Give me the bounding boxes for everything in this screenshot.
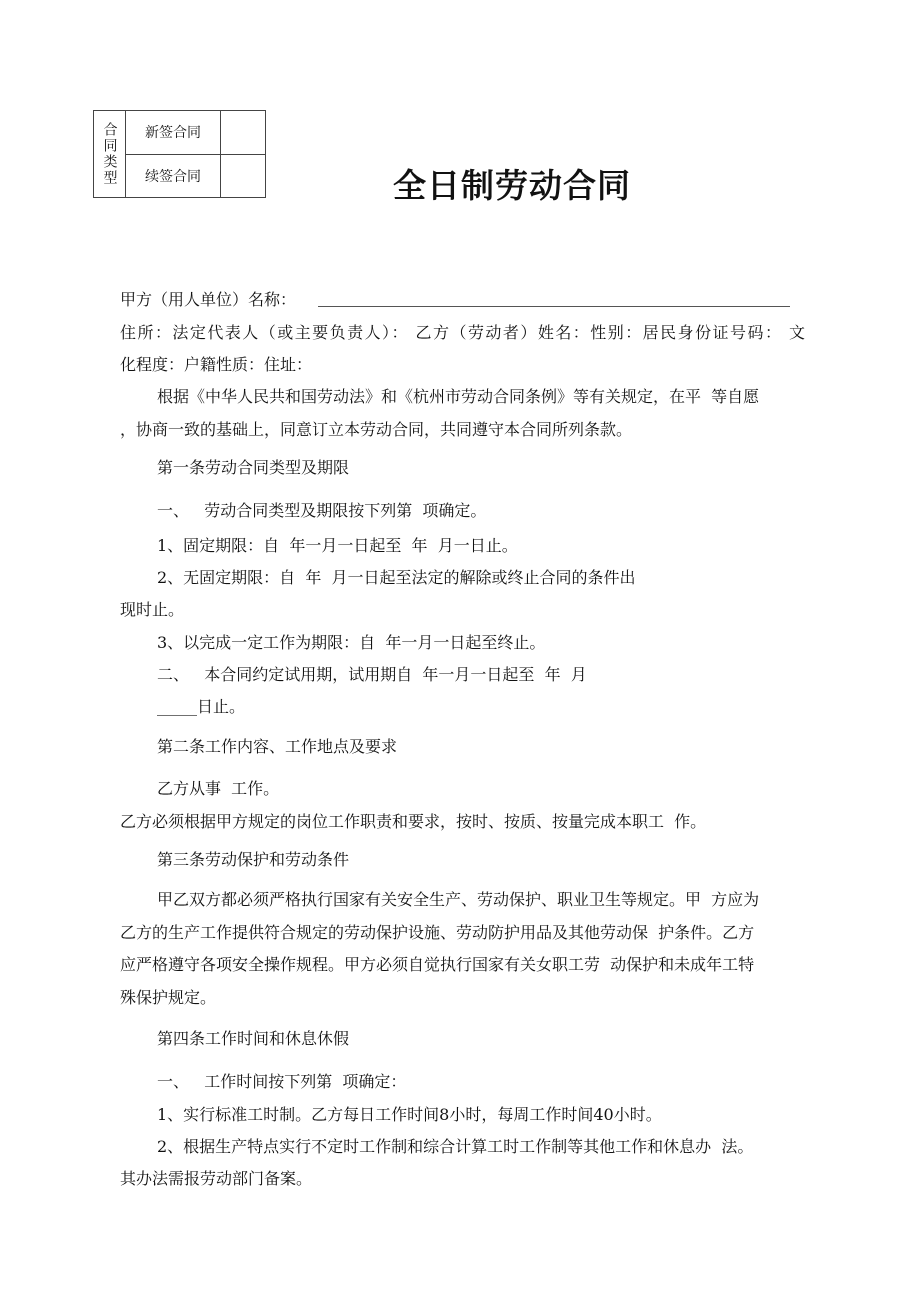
article-4-item-2-line-1: 2、根据生产特点实行不定时工作制和综合计算工时工作制等其他工作和休息办 法。 bbox=[157, 1137, 754, 1156]
party-a-name-blank[interactable] bbox=[318, 306, 790, 307]
article-2-para-1: 乙方从事 工作。 bbox=[157, 779, 280, 798]
article-3-title: 第三条劳动保护和劳动条件 bbox=[157, 850, 350, 869]
party-info-line-1: 住所：法定代表人（或主要负责人）： 乙方（劳动者）姓名：性别：居民身份证号码： 文 bbox=[120, 323, 805, 342]
article-1-clause-1: 一、 劳动合同类型及期限按下列第 项确定。 bbox=[157, 501, 487, 520]
article-1-item-3: 3、以完成一定工作为期限：自 年一月一日起至终止。 bbox=[157, 633, 546, 652]
article-1-clause-2-line-2: _____日止。 bbox=[157, 697, 246, 716]
article-1-item-2-line-1: 2、无固定期限：自 年 月一日起至法定的解除或终止合同的条件出 bbox=[157, 568, 636, 587]
preamble-line-1: 根据《中华人民共和国劳动法》和《杭州市劳动合同条例》等有关规定，在平 等自愿 bbox=[157, 387, 760, 406]
party-info-line-2: 化程度：户籍性质：住址： bbox=[120, 355, 313, 374]
article-3-line-2: 乙方的生产工作提供符合规定的劳动保护设施、劳动防护用品及其他劳动保 护条件。乙方 bbox=[120, 923, 755, 942]
article-1-item-1: 1、固定期限：自 年一月一日起至 年 月一日止。 bbox=[157, 536, 518, 555]
new-contract-checkbox[interactable] bbox=[221, 111, 266, 155]
article-4-item-2-line-2: 其办法需报劳动部门备案。 bbox=[120, 1169, 313, 1188]
article-1-clause-2-line-1: 二、 本合同约定试用期，试用期自 年一月一日起至 年 月 bbox=[157, 665, 587, 684]
page-title: 全日制劳动合同 bbox=[393, 166, 631, 205]
article-1-item-2-line-2: 现时止。 bbox=[120, 600, 185, 619]
contract-type-label: 合同类型 bbox=[94, 111, 126, 198]
new-contract-option: 新签合同 bbox=[126, 111, 221, 155]
article-2-para-2: 乙方必须根据甲方规定的岗位工作职责和要求，按时、按质、按量完成本职工 作。 bbox=[120, 812, 707, 831]
renew-contract-option: 续签合同 bbox=[126, 154, 221, 198]
article-4-item-1: 1、实行标准工时制。乙方每日工作时间8小时，每周工作时间40小时。 bbox=[157, 1105, 662, 1124]
contract-type-table bbox=[93, 110, 266, 198]
renew-contract-checkbox[interactable] bbox=[221, 154, 266, 198]
article-4-clause-1: 一、 工作时间按下列第 项确定： bbox=[157, 1072, 407, 1091]
article-2-title: 第二条工作内容、工作地点及要求 bbox=[157, 737, 398, 756]
preamble-line-2: ，协商一致的基础上，同意订立本劳动合同，共同遵守本合同所列条款。 bbox=[120, 420, 633, 439]
party-a-name-label: 甲方（用人单位）名称： bbox=[120, 290, 297, 309]
article-3-line-3: 应严格遵守各项安全操作规程。甲方必须自觉执行国家有关女职工劳 动保护和未成年工特 bbox=[120, 955, 755, 974]
article-3-line-4: 殊保护规定。 bbox=[120, 988, 217, 1007]
article-1-title: 第一条劳动合同类型及期限 bbox=[157, 458, 350, 477]
article-4-title: 第四条工作时间和休息休假 bbox=[157, 1029, 350, 1048]
article-3-line-1: 甲乙双方都必须严格执行国家有关安全生产、劳动保护、职业卫生等规定。甲 方应为 bbox=[157, 890, 760, 909]
